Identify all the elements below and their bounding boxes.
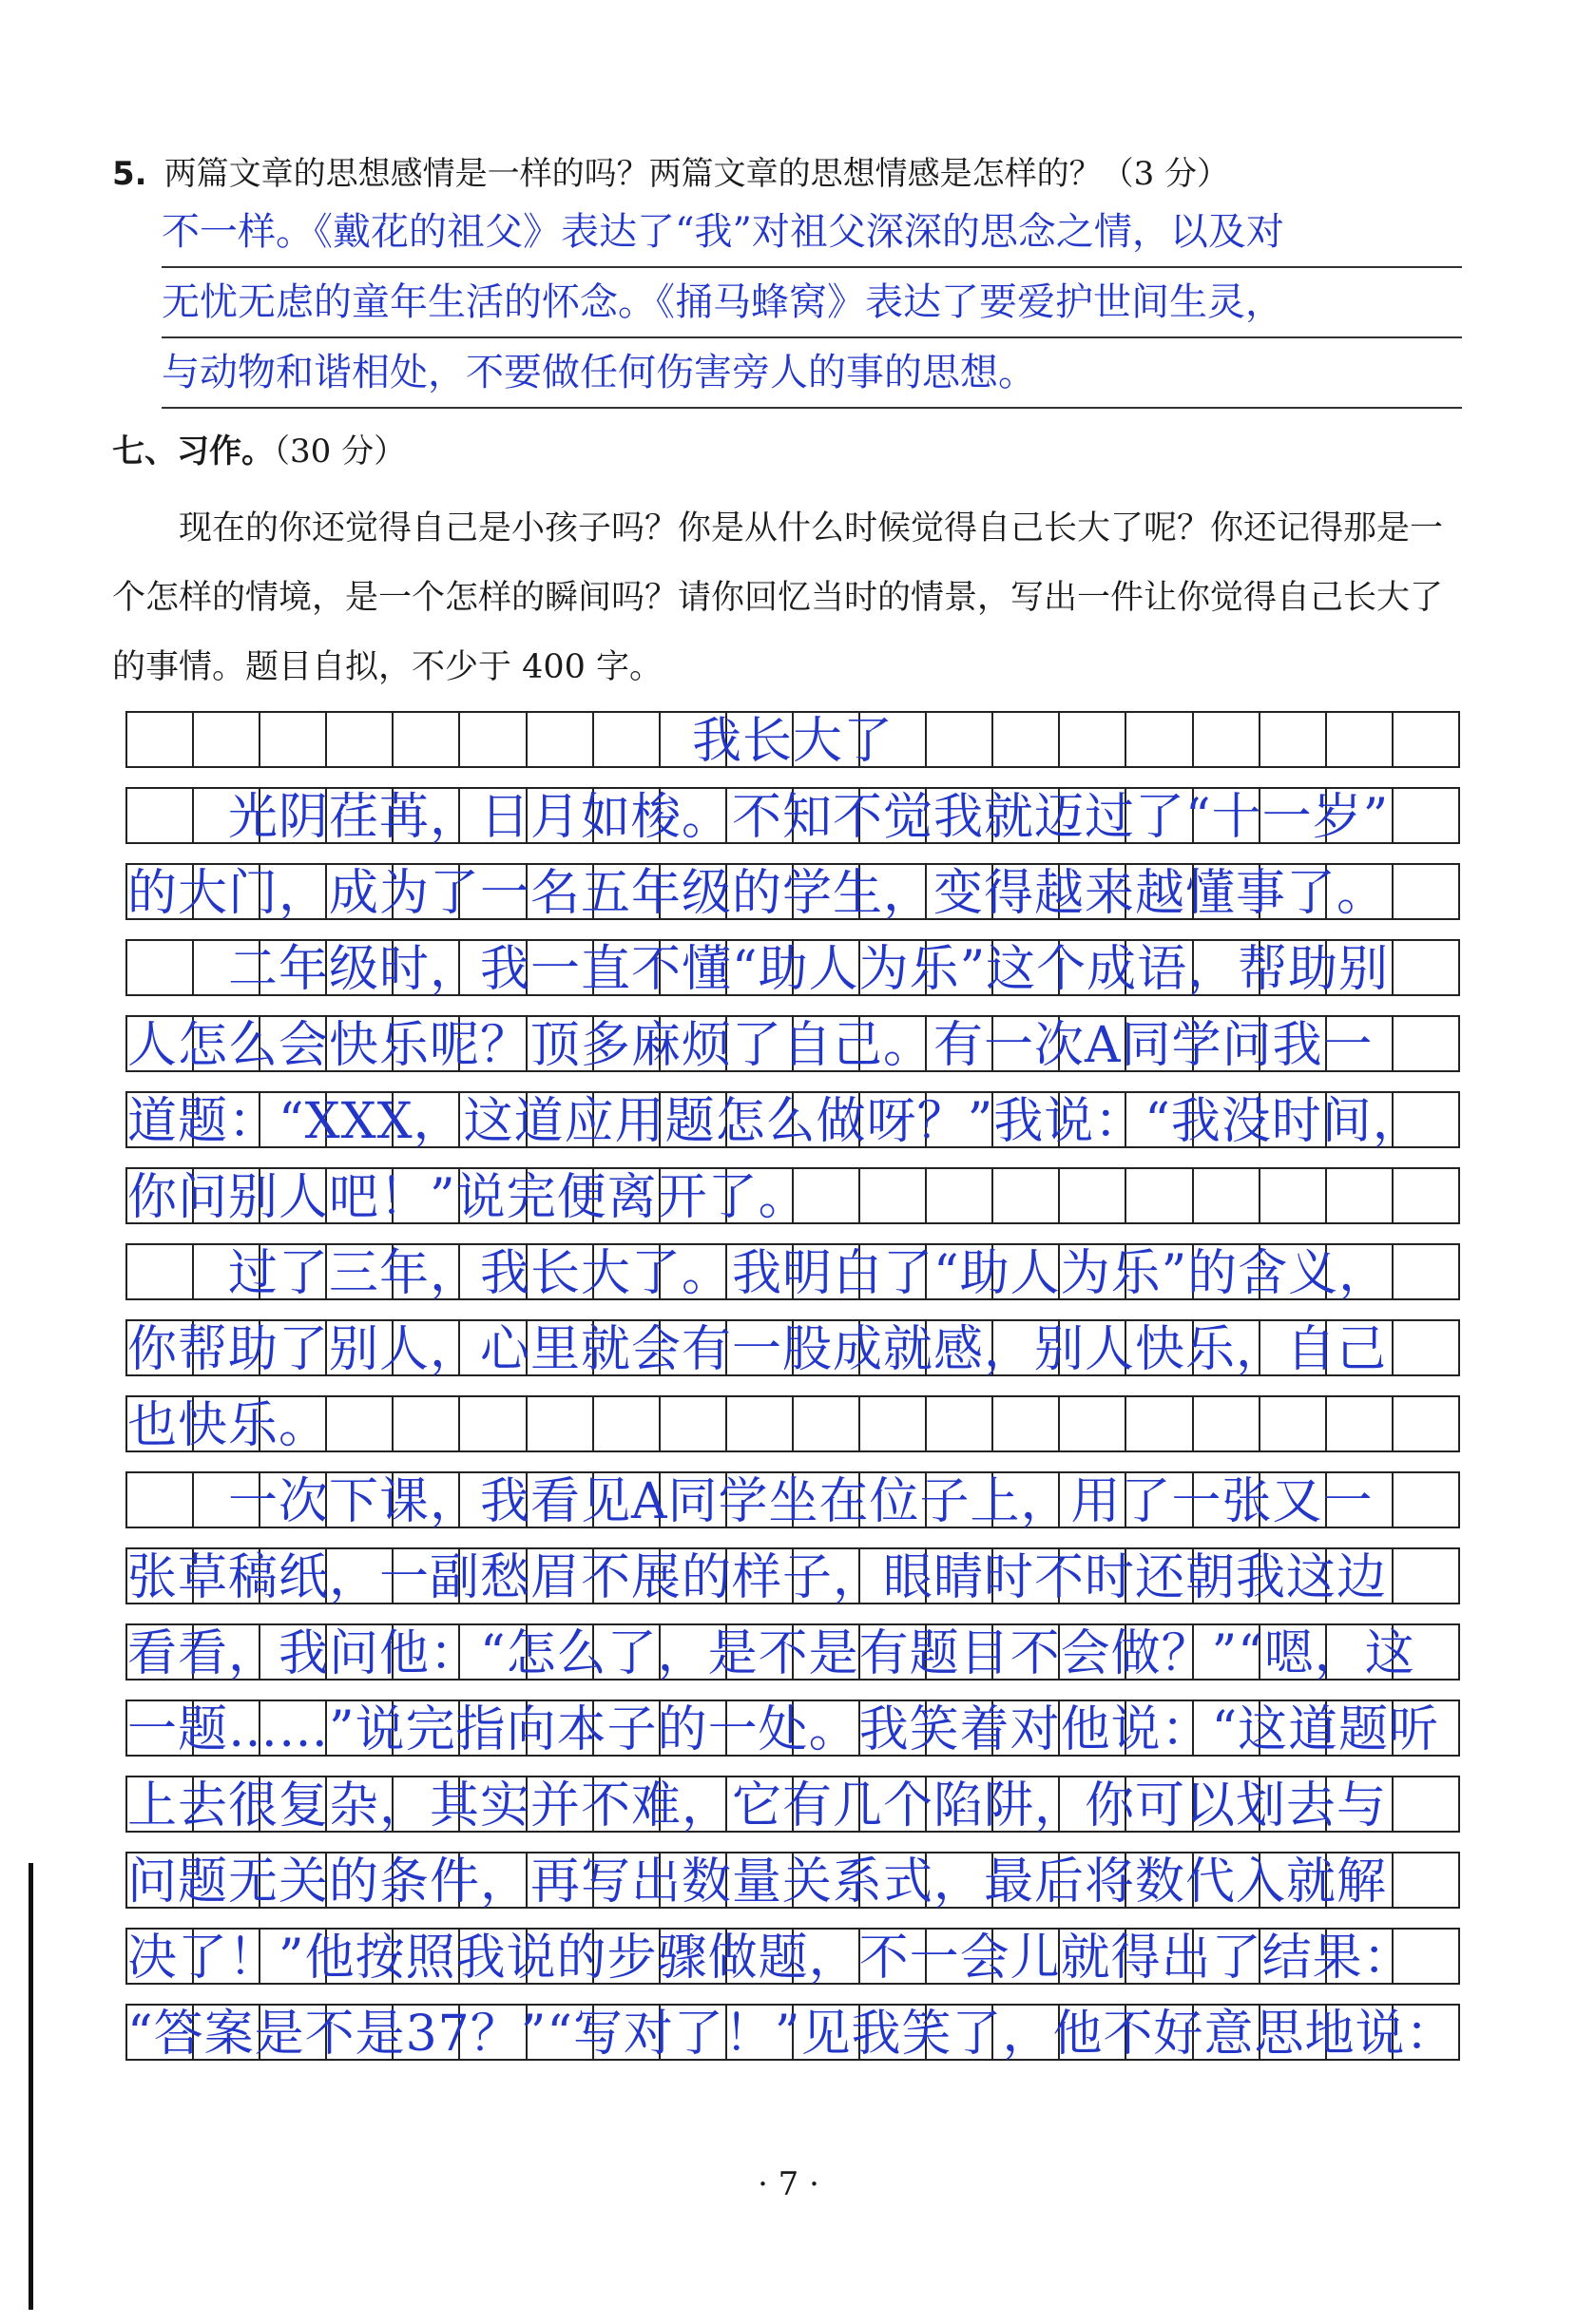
grid-row bbox=[125, 1928, 1460, 1985]
grid-row bbox=[125, 1395, 1460, 1452]
essay-title: 我长大了 bbox=[691, 713, 894, 770]
essay-line: 问题无关的条件，再写出数量关系式，最后将数代入就解 bbox=[127, 1853, 1388, 1911]
essay-line: 道题：“XXX，这道应用题怎么做呀？”我说：“我没时间， bbox=[127, 1093, 1423, 1150]
grid-row bbox=[125, 1015, 1460, 1072]
grid-row bbox=[125, 1243, 1460, 1300]
grid-row bbox=[125, 1167, 1460, 1224]
writing-grid bbox=[125, 711, 1460, 2080]
answer-line: 与动物和谐相处，不要做任何伤害旁人的事的思想。 bbox=[162, 338, 1462, 409]
essay-line: 张草稿纸，一副愁眉不展的样子，眼睛时不时还朝我这边 bbox=[127, 1549, 1388, 1606]
scan-edge-mark bbox=[29, 1863, 33, 2310]
grid-row bbox=[125, 863, 1460, 920]
essay-line: 的大门，成为了一名五年级的学生，变得越来越懂事了。 bbox=[127, 865, 1388, 922]
page-number: · 7 · bbox=[758, 2165, 819, 2203]
section-title: 七、习作。 bbox=[112, 432, 274, 471]
essay-line: 二年级时，我一直不懂“助人为乐”这个成语，帮助别 bbox=[127, 941, 1390, 998]
grid-row bbox=[125, 1319, 1460, 1376]
essay-line: 也快乐。 bbox=[127, 1397, 330, 1454]
prompt-text: 现在的你还觉得自己是小孩子吗？你是从什么时候觉得自己长大了呢？你还记得那是一个怎样的情境，是一个怎样的瞬间吗？请你回忆当时的情景，写出一件让你觉得自己长大了的事情。题目自拟，不少于 400 字。 bbox=[112, 509, 1444, 686]
section-score: （30 分） bbox=[274, 432, 407, 471]
writing-prompt bbox=[112, 494, 1471, 702]
essay-line: 人怎么会快乐呢？顶多麻烦了自己。有一次A同学问我一 bbox=[127, 1017, 1374, 1074]
essay-line: 过了三年，我长大了。我明白了“助人为乐”的含义， bbox=[127, 1245, 1390, 1302]
essay-line: 一次下课，我看见A同学坐在位子上，用了一张又一 bbox=[127, 1473, 1374, 1530]
question-number: 5. bbox=[112, 155, 147, 193]
essay-line: 你问别人吧！”说完便离开了。 bbox=[127, 1169, 809, 1226]
essay-line: 你帮助了别人，心里就会有一股成就感，别人快乐，自己 bbox=[127, 1321, 1388, 1378]
section-7-heading bbox=[112, 428, 406, 475]
essay-line: 光阴荏苒，日月如梭。不知不觉我就迈过了“十一岁” bbox=[127, 789, 1390, 846]
grid-row bbox=[125, 1547, 1460, 1604]
grid-row bbox=[125, 787, 1460, 844]
essay-line: 看看，我问他：“怎么了，是不是有题目不会做？”“嗯，这 bbox=[127, 1625, 1415, 1682]
question-text: 两篇文章的思想感情是一样的吗？两篇文章的思想情感是怎样的？（3 分） bbox=[163, 155, 1230, 193]
grid-row bbox=[125, 1776, 1460, 1833]
question-5-prompt bbox=[112, 150, 1462, 198]
grid-row bbox=[125, 1091, 1460, 1148]
essay-line: 决了！”他按照我说的步骤做题，不一会儿就得出了结果： bbox=[127, 1930, 1414, 1987]
grid-row bbox=[125, 1700, 1460, 1757]
question-5 bbox=[112, 150, 1462, 409]
grid-row bbox=[125, 1852, 1460, 1909]
essay-line: 一题……”说完指向本子的一处。我笑着对他说：“这道题听 bbox=[127, 1701, 1440, 1758]
grid-row bbox=[125, 1471, 1460, 1528]
grid-row bbox=[125, 939, 1460, 996]
essay-line: 上去很复杂，其实并不难，它有几个陷阱，你可以划去与 bbox=[127, 1777, 1388, 1834]
answer-line: 无忧无虑的童年生活的怀念。《捅马蜂窝》表达了要爱护世间生灵， bbox=[162, 268, 1462, 338]
essay-line: “答案是不是37？”“写对了！”见我笑了，他不好意思地说： bbox=[127, 2006, 1456, 2063]
grid-row bbox=[125, 711, 1460, 768]
answer-line: 不一样。《戴花的祖父》表达了“我”对祖父深深的思念之情，以及对 bbox=[162, 198, 1462, 268]
grid-row bbox=[125, 2004, 1460, 2061]
grid-row bbox=[125, 1623, 1460, 1681]
